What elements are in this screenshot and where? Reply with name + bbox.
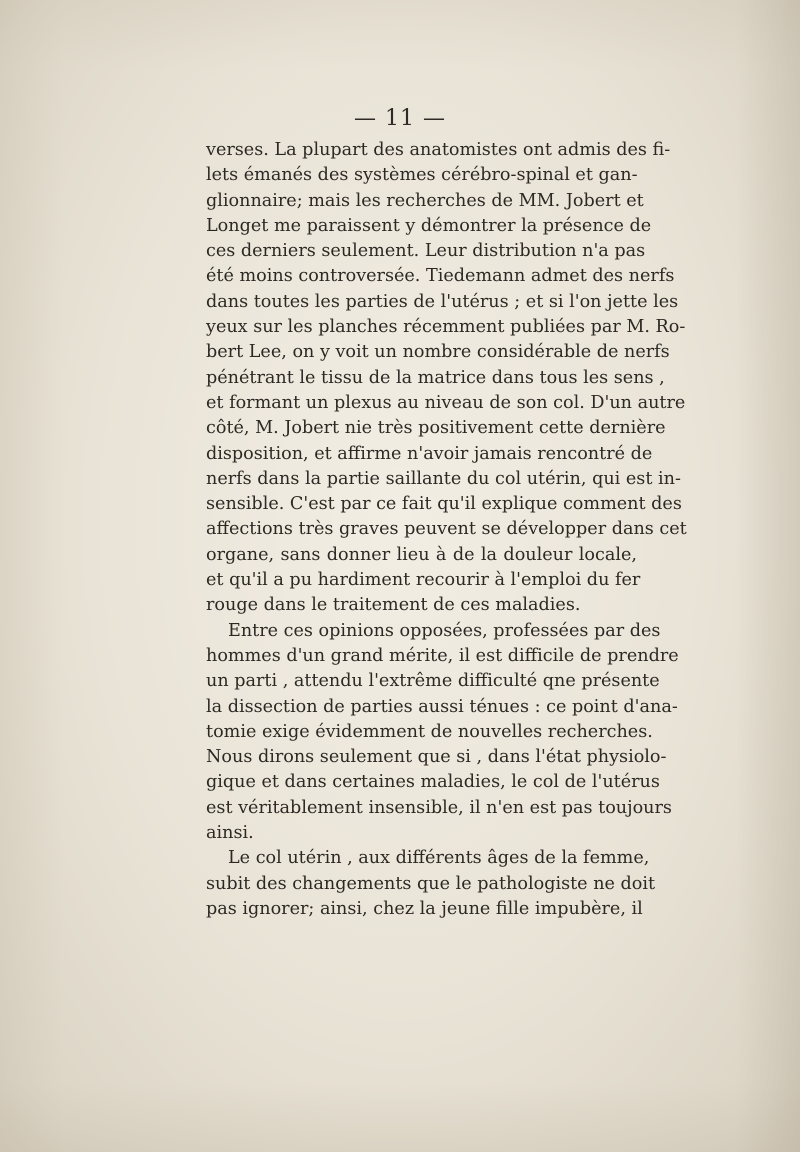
- paragraph-1: [206, 138, 687, 619]
- text-line: été moins controversée. Tiedemann admet des nerfs: [206, 266, 675, 287]
- text-line: bert Lee, on y voit un nombre considérable de nerfs: [206, 342, 670, 363]
- text-line: Nous dirons seulement que si , dans l'état physiolo-: [206, 747, 667, 768]
- text-line: lets émanés des systèmes cérébro-spinal et gan-: [206, 165, 638, 186]
- text-line: sensible. C'est par ce fait qu'il explique comment des: [206, 494, 682, 515]
- text-line: et formant un plexus au niveau de son col. D'un autre: [206, 392, 686, 413]
- text-line: la dissection de parties aussi ténues : ce point d'ana-: [206, 696, 678, 717]
- text-line: ces derniers seulement. Leur distribution n'a pas: [206, 241, 646, 262]
- text-line: Le col utérin , aux différents âges de la femme,: [228, 848, 650, 869]
- text-line: gique et dans certaines maladies, le col de l'utérus: [206, 772, 660, 793]
- text-line: nerfs dans la partie saillante du col utérin, qui est in-: [206, 468, 681, 489]
- text-line: Longet me paraissent y démontrer la présence de: [206, 215, 652, 236]
- text-line: affections très graves peuvent se développer dans cet: [206, 519, 687, 540]
- text-line: rouge dans le traitement de ces maladies.: [206, 595, 581, 616]
- text-line: yeux sur les planches récemment publiées par M. Ro-: [206, 317, 686, 338]
- text-line: Entre ces opinions opposées, professées par des: [228, 620, 661, 641]
- page-number: — 11 —: [354, 106, 446, 131]
- text-line: glionnaire; mais les recherches de MM. Jobert et: [206, 190, 644, 211]
- text-line: dans toutes les parties de l'utérus ; et si l'on jette les: [206, 291, 679, 312]
- text-line: et qu'il a pu hardiment recourir à l'emploi du fer: [206, 570, 641, 591]
- text-line: est véritablement insensible, il n'en est pas toujours: [206, 797, 672, 818]
- text-line: côté, M. Jobert nie très positivement cette dernière: [206, 418, 666, 439]
- text-line: organe, sans donner lieu à de la douleur locale,: [206, 544, 637, 565]
- paragraph-2: [206, 619, 679, 847]
- text-line: ainsi.: [206, 823, 254, 844]
- text-line: subit des changements que le pathologiste ne doit: [206, 873, 656, 894]
- text-line: un parti , attendu l'extrême difficulté qne présente: [206, 671, 660, 692]
- text-line: verses. La plupart des anatomistes ont admis des fi-: [206, 140, 671, 160]
- text-line: tomie exige évidemment de nouvelles recherches.: [206, 721, 653, 742]
- text-line: pénétrant le tissu de la matrice dans tous les sens ,: [206, 367, 665, 388]
- text-line: hommes d'un grand mérite, il est difficile de prendre: [206, 645, 679, 666]
- paragraph-3: [206, 846, 656, 922]
- body-text: [206, 138, 687, 922]
- text-line: pas ignorer; ainsi, chez la jeune fille impubère, il: [206, 898, 643, 919]
- text-line: disposition, et affirme n'avoir jamais rencontré de: [206, 443, 653, 464]
